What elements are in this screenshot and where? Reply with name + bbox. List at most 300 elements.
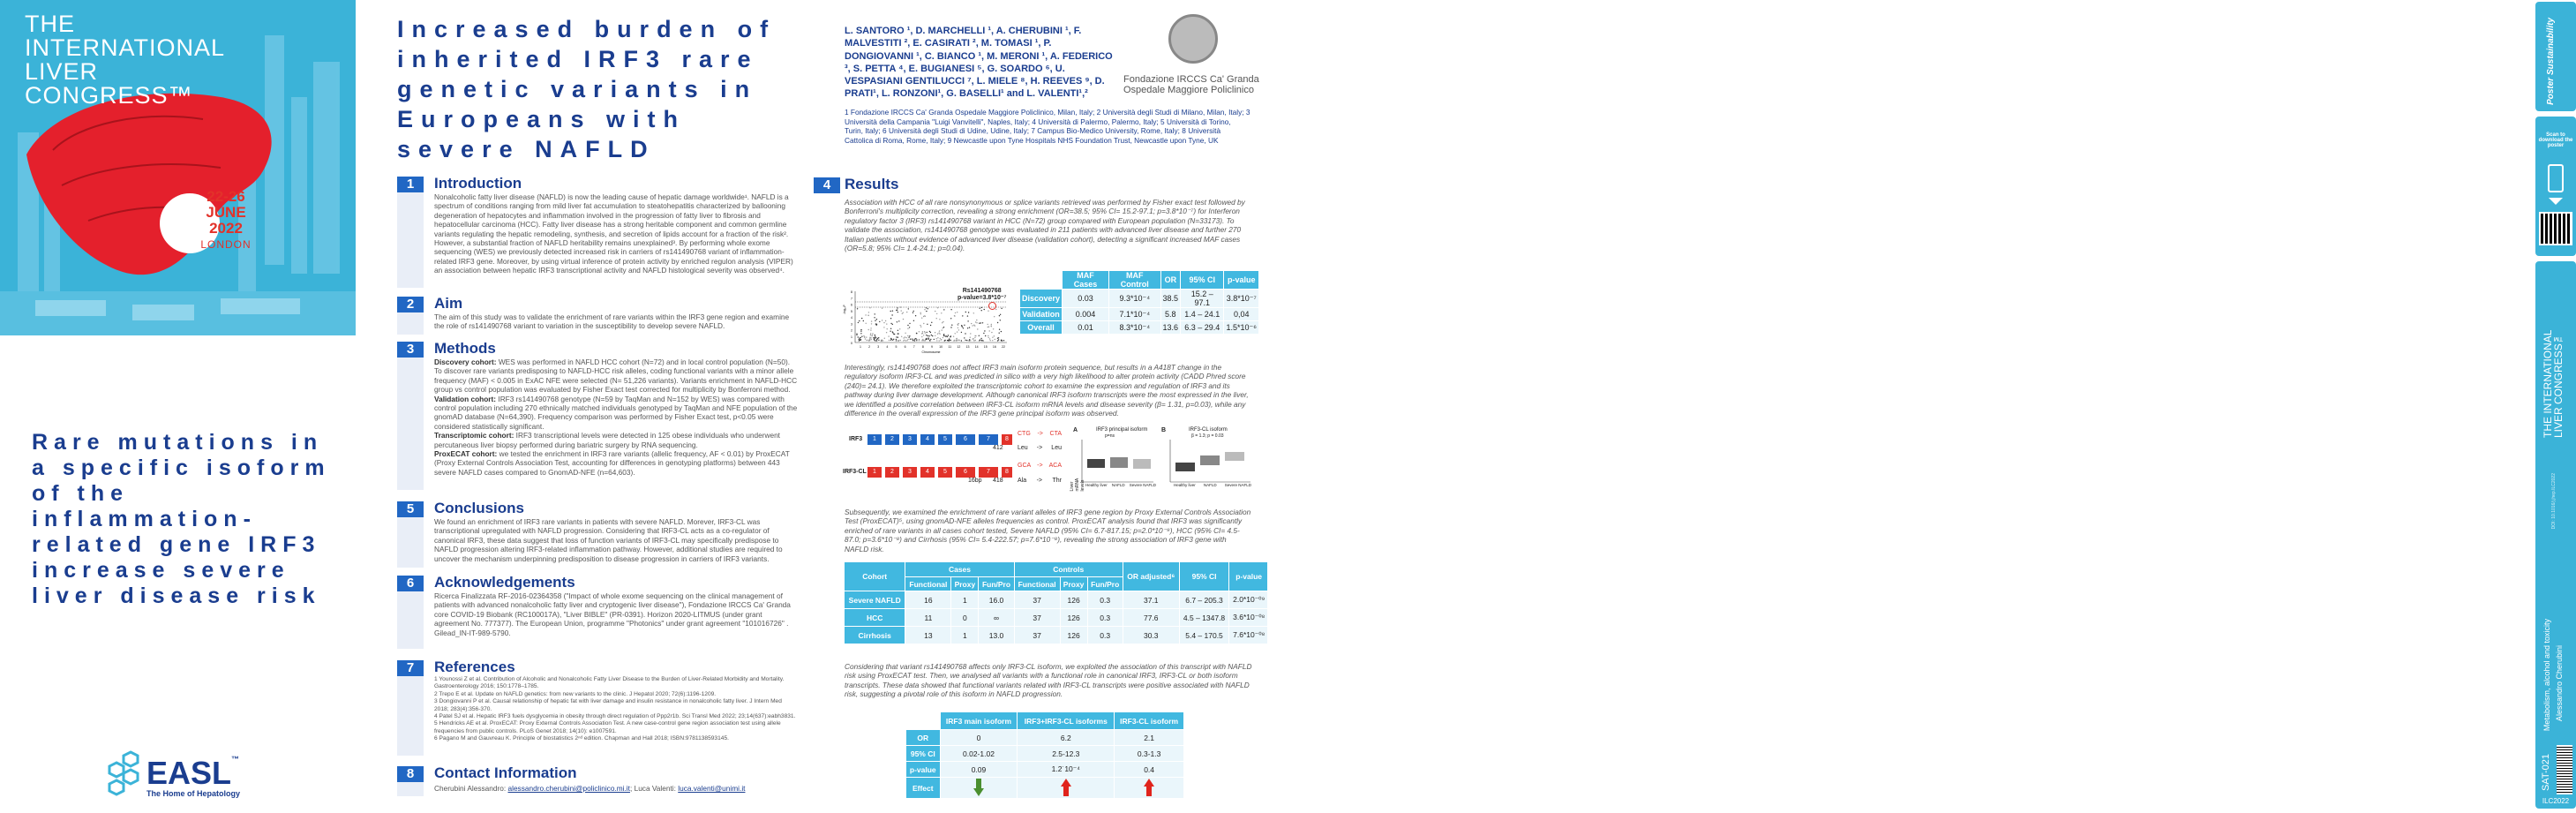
manhattan-point	[906, 340, 907, 341]
table-cell: 6.3 – 29.4	[1181, 321, 1224, 335]
table-header: MAF Control	[1109, 271, 1161, 290]
manhattan-point	[925, 316, 926, 317]
table-header: IRF3-CL isoform	[1115, 712, 1184, 730]
arrow: ->	[1036, 478, 1043, 484]
table-cell: Validation	[1020, 308, 1063, 321]
barcode-icon	[2557, 745, 2572, 794]
manhattan-point	[905, 340, 906, 341]
table-cell: 4.5 – 1347.8	[1179, 609, 1229, 627]
manhattan-point	[950, 335, 951, 336]
position-label: 418	[993, 478, 1003, 484]
section-number: 3	[397, 342, 424, 358]
table-header-row	[845, 562, 1269, 577]
results-para-2: Interestingly, rs141490768 does not affect IRF3 main isoform protein sequence, but results in a A418T change in the regulatory isoform IRF3-CL and was predicted in silico with a very high likelihood to alter protein activity (CADD Phred score (240)= 24.1). We therefore exploited the transcriptomic cohort to examine the expression and regulation of IRF3 and its pathway during liver damage development. Although canonical IRF3 isoform transcripts were the most expressed in the liver, we identified a positive correlation between IRF3-CL isoform mRNA levels and disease severity (β= 1.31, p=0.03), while any difference in the overall expression of the IRF3 gene principal isoform was observed.	[845, 363, 1249, 418]
manhattan-point	[971, 323, 972, 324]
manhattan-point	[859, 320, 860, 321]
manhattan-point	[991, 324, 992, 325]
table-cell: 0.3-1.3	[1115, 746, 1184, 762]
manhattan-point	[964, 337, 965, 338]
table-cell: 16.0	[979, 591, 1014, 609]
section-number: 8	[397, 766, 424, 782]
arrow-up-icon	[1144, 779, 1154, 796]
y-tick-label: 2	[851, 328, 852, 333]
maf-table	[1019, 270, 1259, 335]
manhattan-point	[926, 307, 927, 308]
manhattan-point	[878, 340, 879, 341]
x-tick-label: 10	[939, 345, 943, 349]
box-group-a	[1087, 457, 1151, 469]
manhattan-point	[958, 340, 959, 341]
boxplot-title: IRF3-CL isoform	[1189, 427, 1228, 433]
congress-title-line: CONGRESS™	[25, 82, 193, 109]
table-cell: 1	[951, 627, 979, 644]
manhattan-point	[929, 340, 930, 341]
codon-change-2	[1018, 463, 1062, 469]
manhattan-point	[897, 337, 898, 338]
manhattan-point	[983, 333, 984, 334]
manhattan-point	[938, 333, 939, 334]
reference-item: 4 Patel SJ et al. Hepatic IRF3 fuels dysglycemia in obesity through direct regulation of Ppp2r1b. Sci Transl Med 2022; 23;14(637):eabh3831.	[434, 713, 796, 720]
aa-change-1	[1018, 445, 1062, 451]
manhattan-point	[907, 339, 908, 340]
manhattan-point	[990, 340, 991, 341]
methods-para	[434, 431, 798, 449]
manhattan-point	[993, 328, 994, 329]
manhattan-point	[975, 321, 976, 322]
manhattan-point	[896, 336, 897, 337]
x-tick-label: 9	[931, 345, 933, 349]
table-cell: 0.02-1.02	[940, 746, 1018, 762]
table-header: 95% CI	[1179, 562, 1229, 591]
manhattan-point	[930, 325, 931, 326]
section-number: 6	[397, 576, 424, 591]
box-severe-b	[1225, 452, 1244, 461]
manhattan-point	[936, 313, 937, 314]
manhattan-point	[889, 340, 890, 341]
arrow-down-icon	[973, 779, 984, 796]
table-cell: 3.6*10⁻⁰⁸	[1229, 609, 1269, 627]
table-cell: 3.8*10⁻⁷	[1224, 290, 1259, 308]
table-cell: 5.8	[1160, 308, 1181, 321]
manhattan-point	[923, 323, 924, 324]
table-cell: 0	[951, 609, 979, 627]
manhattan-point	[868, 329, 869, 330]
manhattan-point	[957, 340, 958, 341]
methods-para	[434, 358, 798, 395]
manhattan-point	[908, 308, 909, 309]
group-label: Severe NAFLD	[1129, 483, 1156, 487]
table-row	[845, 591, 1269, 609]
manhattan-point	[885, 320, 886, 321]
manhattan-point	[942, 322, 943, 323]
y-tick-label: 8	[851, 290, 852, 294]
section-heading: Acknowledgements	[434, 574, 575, 591]
manhattan-point	[976, 322, 977, 323]
manhattan-point	[955, 333, 956, 334]
contact-prefix: Cherubini Alessandro:	[434, 784, 508, 793]
manhattan-point	[904, 340, 905, 341]
section-bar	[397, 516, 424, 568]
exon-row-irf3cl	[867, 467, 1012, 478]
section-body	[434, 358, 798, 477]
methods-text: WES was performed in NAFLD HCC cohort (N=72) and in local control population (N=50). To discover rare variants predisposing to NAFLD-HCC risk alleles, coding functional variants with a minor allele frequency (MAF) < 0.005 in ExAC NFE were selected (N= 51,226 variants). Variants enrichment in NAFLD-HCC group vs control population was evaluated by Fisher Exact test corrected for multiplicity by Bonferroni method.	[434, 358, 798, 395]
manhattan-point	[893, 339, 894, 340]
table-header	[1020, 271, 1063, 290]
manhattan-point	[924, 340, 925, 341]
x-tick-label: 3	[877, 345, 880, 349]
manhattan-point	[920, 312, 921, 313]
table-cell: 37	[1014, 591, 1060, 609]
section-number: 1	[397, 177, 424, 192]
x-tick-label: 14	[974, 345, 979, 349]
manhattan-point	[872, 333, 873, 334]
manhattan-point	[903, 337, 904, 338]
manhattan-point	[892, 331, 893, 332]
manhattan-point	[865, 338, 866, 339]
amino-acid: Thr	[1052, 478, 1062, 484]
codon: ACA	[1048, 463, 1062, 469]
section-body: The aim of this study was to validate the enrichment of rare variants within the IRF3 gene region and examine the role of rs141490768 variant to variation in the susceptibility to develop severe NAFLD.	[434, 312, 790, 331]
section-heading: Aim	[434, 295, 463, 312]
manhattan-point	[897, 340, 898, 341]
email-link-cherubini[interactable]: alessandro.cherubini@policlinico.mi.it	[507, 784, 630, 793]
table-cell: 1.5*10⁻⁶	[1224, 321, 1259, 335]
poster-title: Increased burden of inherited IRF3 rare genetic variants in Europeans with severe NAFLD	[397, 16, 777, 162]
manhattan-point	[939, 330, 940, 331]
isoform-table	[905, 711, 1184, 799]
section-heading: Contact Information	[434, 764, 577, 781]
table-cell: 95% CI	[906, 746, 941, 762]
x-tick-label: 1	[860, 345, 861, 349]
manhattan-point	[920, 313, 921, 314]
table-cell: p-value	[906, 762, 941, 778]
foundation-line: Fondazione IRCCS Ca' Granda	[1123, 74, 1259, 85]
manhattan-point	[890, 318, 891, 319]
manhattan-point	[884, 338, 885, 339]
congress-title-line: THE	[25, 11, 75, 37]
table-cell: 0.03	[1063, 290, 1109, 308]
manhattan-point	[980, 338, 981, 339]
boxplot-subtitle: p=ns	[1105, 433, 1115, 439]
table-cell	[1018, 778, 1115, 799]
manhattan-point	[977, 328, 978, 329]
tagline: Rare mutations in a specific isoform of the inflammation-related gene IRF3 increase severe liver disease risk	[32, 430, 331, 608]
manhattan-point	[950, 340, 951, 341]
boxplot-ylabel: Liver mRNA levels	[1070, 478, 1085, 492]
manhattan-point	[939, 319, 940, 320]
manhattan-point	[921, 333, 922, 334]
position-label: 412	[993, 445, 1003, 451]
manhattan-point	[934, 339, 935, 340]
exon-box: 5	[938, 467, 952, 478]
congress-panel	[2535, 261, 2576, 809]
y-tick-label: 3	[851, 322, 852, 327]
easl-wordmark	[146, 755, 239, 792]
table-cell: 2.5-12.3	[1018, 746, 1115, 762]
x-tick-label: 6	[904, 345, 906, 349]
manhattan-point	[870, 327, 871, 328]
table-cell: 16	[905, 591, 951, 609]
gene-diagram	[843, 427, 1063, 489]
date-city: LONDON	[200, 238, 252, 251]
results-heading: Results	[845, 176, 899, 192]
manhattan-point	[979, 335, 980, 336]
manhattan-point	[955, 312, 956, 313]
table-cell: 6.2	[1018, 730, 1115, 746]
doi-label: DOI: 10.1016/j.jhep.ILC2022	[2551, 473, 2557, 530]
table-cell: 7.1*10⁻⁴	[1109, 308, 1161, 321]
manhattan-point	[896, 340, 897, 341]
bp-label: 16bp	[968, 478, 982, 484]
exon-box: 5	[938, 434, 952, 445]
manhattan-point	[919, 331, 920, 332]
manhattan-label: p-value=3.8*10⁻⁷	[958, 295, 1007, 301]
manhattan-point	[989, 330, 990, 331]
congress-banner	[0, 0, 356, 335]
manhattan-point	[994, 316, 995, 317]
manhattan-point	[891, 339, 892, 340]
reference-item: 2 Trepo E et al. Update on NAFLD genetics: from new variants to the clinic. J Hepatol 2020; 72(6):1196-1209.	[434, 690, 717, 697]
table-header: OR	[1160, 271, 1181, 290]
boxplot-svg	[1070, 427, 1255, 491]
x-tick-label: 16	[992, 345, 996, 349]
manhattan-point	[936, 318, 937, 319]
x-tick-label: 11	[948, 345, 952, 349]
manhattan-point	[1001, 340, 1002, 341]
panel-label: B	[1161, 427, 1167, 433]
table-cell: OR	[906, 730, 941, 746]
poster-code: SAT-021	[2541, 754, 2551, 791]
manhattan-point	[898, 320, 899, 321]
section-heading: Methods	[434, 340, 496, 357]
table-cell: 37.1	[1123, 591, 1179, 609]
manhattan-point	[860, 337, 861, 338]
manhattan-point	[902, 313, 903, 314]
manhattan-point	[907, 335, 908, 336]
manhattan-point	[883, 322, 884, 323]
gene-label-irf3cl: IRF3-CL	[843, 469, 867, 475]
manhattan-point	[947, 340, 948, 341]
manhattan-point	[949, 338, 950, 339]
table-cell: 11	[905, 609, 951, 627]
manhattan-point	[866, 336, 867, 337]
manhattan-point	[982, 322, 983, 323]
table-cell: HCC	[845, 609, 905, 627]
box-healthy-a	[1087, 459, 1105, 468]
authors: L. SANTORO ¹, D. MARCHELLI ¹, A. CHERUBINI ¹, F. MALVESTITI ², E. CASIRATI ², M. TOMASI ¹, P. DONGIOVANNI ¹, C. BIANCO ¹, M. MERONI ¹, A. FEDERICO ³, S. PETTA ⁴, E. BUGIANESI ⁵, G. SOARDO ⁶, U. VESPASIANI GENTILUCCI ⁷, L. MIELE ⁸, H. REEVES ⁹, D. PRATI¹, L. RONZONI¹, G. BASELLI¹ and L. VALENTI¹,²	[845, 26, 1113, 100]
manhattan-point	[994, 335, 995, 336]
manhattan-point	[939, 334, 940, 335]
table-cell: 126	[1060, 627, 1087, 644]
download-panel[interactable]	[2535, 117, 2576, 256]
table-cell: Discovery	[1020, 290, 1063, 308]
manhattan-point	[956, 340, 957, 341]
congress-title-line: LIVER	[25, 58, 99, 85]
manhattan-point	[937, 334, 938, 335]
x-tick-label: 13	[965, 345, 970, 349]
table-cell: 0	[940, 730, 1018, 746]
manhattan-point	[974, 335, 975, 336]
table-cell	[1115, 778, 1184, 799]
exon-box: 6	[956, 467, 975, 478]
manhattan-point	[939, 340, 940, 341]
manhattan-point	[999, 315, 1000, 316]
x-tick-label: 22	[1002, 345, 1005, 349]
exon-box: 2	[885, 434, 899, 445]
manhattan-point	[997, 322, 998, 323]
section-bar	[397, 312, 424, 335]
results-para-3: Subsequently, we examined the enrichment of rare variant alleles of IRF3 gene region by Proxy External Controls Association Test (ProxECAT)⁵, using gnomAD-NFE alleles frequencies as control. ProxECAT analysis found that IRF3 was significantly enriched of rare variants in all cases cohort tested, Severe NAFLD (95% CI= 6.7-817.15; p=2.0*10⁻⁹), HCC (95% CI= 4.5-87.0; p=3.6*10⁻⁸) and Cirrhosis (95% CI= 5.4-222.57; p=7.6*10⁻⁸), revealing the strong association of IRF3 gene with NAFLD risk.	[845, 508, 1251, 553]
exon-box: 6	[956, 434, 975, 445]
boxplot-title: IRF3 principal isoform	[1096, 427, 1148, 433]
manhattan-point	[922, 331, 923, 332]
manhattan-point	[858, 336, 859, 337]
exon-box: 7	[979, 434, 998, 445]
y-tick-label: 6	[851, 303, 852, 307]
section-bar	[397, 782, 424, 796]
manhattan-point	[982, 340, 983, 341]
manhattan-point	[916, 333, 917, 334]
arrow-up-icon	[1061, 779, 1071, 796]
manhattan-point	[913, 320, 914, 321]
section-body: Nonalcoholic fatty liver disease (NAFLD) is now the leading cause of hepatic damage worldwide¹. NAFLD is a spectrum of conditions ranging from mild liver fat accumulation to steatohepatitis characterized by ballooning degeneration of hepatocytes and inflammation involved in the progression of fatty liver to fibrosis and hepatocellular carcinoma (HCC). Fatty liver disease has a strong heritable component and common germline variants regulating the hepatic remodeling, synthesis, and secretion of lipids account for a fraction of the risk². However, a substantial fraction of NAFLD heritability remains unexplained³. By performing whole exome sequencing (WES) we previously detected increased risk in carriers of rs141490768 variant of inflammation-related IRF3 gene. Moreover, by using virtual inference of protein activity by enriched regulon analysis (VIPER) an association between hepatic IRF3 transcriptional activity and NAFLD histological severity was observed⁴.	[434, 192, 793, 275]
section-number: 2	[397, 297, 424, 312]
manhattan-point	[871, 320, 872, 321]
table-cell	[940, 778, 1018, 799]
foundation-line: Ospedale Maggiore Policlinico	[1123, 85, 1254, 95]
manhattan-point	[897, 330, 898, 331]
manhattan-point	[932, 335, 933, 336]
proxecat-table	[844, 561, 1269, 644]
date-days: 22-26	[207, 188, 245, 205]
manhattan-point	[874, 317, 875, 318]
manhattan-point	[892, 340, 893, 341]
manhattan-point	[947, 336, 948, 337]
manhattan-point	[931, 322, 932, 323]
manhattan-point	[991, 326, 992, 327]
boxplot-xlabels-a	[1085, 483, 1156, 487]
right-strip	[1267, 0, 2573, 813]
easl-word: EASL	[146, 755, 232, 791]
box-nafld-b	[1200, 455, 1220, 465]
y-tick-label: 4	[851, 316, 852, 320]
manhattan-point	[927, 332, 928, 333]
manhattan-point	[967, 327, 968, 328]
manhattan-point	[964, 325, 965, 326]
table-cell: 2.1	[1115, 730, 1184, 746]
table-cell: Cirrhosis	[845, 627, 905, 644]
congress-title	[25, 12, 225, 108]
manhattan-point	[905, 337, 906, 338]
manhattan-point	[974, 325, 975, 326]
manhattan-point	[910, 339, 911, 340]
easl-subtitle: The Home of Hepatology	[146, 789, 241, 798]
methods-text: IRF3 transcriptional levels were detected in 125 obese individuals who underwent percutaneous liver biopsy performed during bariatric surgery by RNA sequencing.	[434, 431, 780, 449]
x-tick-label: 5	[895, 345, 897, 349]
exon-box: 1	[867, 467, 882, 478]
manhattan-point	[970, 337, 971, 338]
manhattan-point	[886, 323, 887, 324]
qr-code-icon[interactable]	[2539, 212, 2572, 245]
manhattan-point	[988, 337, 989, 338]
manhattan-point	[913, 311, 914, 312]
section-heading: Conclusions	[434, 500, 525, 516]
section-body: We found an enrichment of IRF3 rare variants in patients with severe NAFLD. Morever, IRF3-CL was transcriptional upregulated with NAFLD progression. Considering that IRF3-CL acts as a co-regulator of canonical IRF3, these data suggest that loss of function variants of IRF3-CL may specifically predispose to NAFLD progression altering IRF3-related inflammation pathway. However, additional studies are required to uncover the mechanism underpinning predisposition to disease progression in carriers of IRF3 variants.	[434, 517, 783, 563]
table-cell: 15.2 – 97.1	[1181, 290, 1224, 308]
methods-text: we tested the enrichment in IRF3 rare variants (allelic frequency, AF < 0.01) by ProxECAT (Proxy External Controls Association Test, accounting for differences in genotyping platforms) between 443 severe NAFLD cases compared to GnomAD-NFE (n=64,603).	[434, 449, 790, 477]
left-panel	[0, 0, 356, 813]
table-row	[906, 762, 1184, 778]
manhattan-point	[984, 309, 985, 310]
manhattan-point	[859, 340, 860, 341]
exon-row-irf3	[867, 434, 1012, 445]
methods-label: ProxECAT cohort:	[434, 449, 498, 459]
manhattan-point	[944, 340, 945, 341]
exon-box: 4	[920, 467, 935, 478]
methods-label: Transcriptomic cohort:	[434, 431, 514, 440]
methods-para	[434, 395, 798, 432]
congress-date	[196, 189, 256, 256]
manhattan-point	[967, 320, 968, 321]
brand-label: Poster Sustainability	[2546, 18, 2556, 105]
manhattan-point	[929, 331, 930, 332]
highlight-circle-icon	[988, 302, 996, 310]
table-cell: 2.0*10⁻⁰⁹	[1229, 591, 1269, 609]
manhattan-point	[874, 339, 875, 340]
table-header: p-value	[1229, 562, 1269, 591]
section-bar	[397, 192, 424, 288]
manhattan-point	[914, 339, 915, 340]
manhattan-point	[961, 340, 962, 341]
manhattan-point	[901, 310, 902, 311]
manhattan-point	[979, 340, 980, 341]
table-cell: 0.3	[1087, 627, 1123, 644]
x-tick-label: 4	[886, 345, 889, 349]
codon: CTG	[1018, 431, 1031, 437]
table-row	[906, 778, 1184, 799]
table-header: p-value	[1224, 271, 1259, 290]
table-cell: 0.09	[940, 762, 1018, 778]
manhattan-point	[997, 338, 998, 339]
table-cell: 7.6*10⁻⁰⁸	[1229, 627, 1269, 644]
table-header: Cohort	[845, 562, 905, 591]
manhattan-point	[961, 332, 962, 333]
manhattan-point	[963, 327, 964, 328]
table-subheader: Fun/Pro	[979, 577, 1014, 591]
manhattan-point	[992, 337, 993, 338]
manhattan-point	[870, 333, 871, 334]
manhattan-point	[940, 338, 941, 339]
manhattan-point	[991, 332, 992, 333]
email-link-valenti[interactable]: luca.valenti@unimi.it	[678, 784, 746, 793]
y-tick-label: 5	[851, 309, 852, 313]
manhattan-point	[921, 318, 922, 319]
manhattan-point	[981, 340, 982, 341]
manhattan-point	[924, 331, 925, 332]
group-label: Healthy liver	[1174, 483, 1196, 487]
manhattan-point	[887, 328, 888, 329]
exon-box: 2	[885, 467, 899, 478]
manhattan-point	[975, 340, 976, 341]
codon-change-1	[1018, 431, 1062, 437]
manhattan-point	[856, 334, 857, 335]
exon-box: 7	[979, 467, 998, 478]
table-cell: 13.6	[1160, 321, 1181, 335]
x-tick-label: 15	[983, 345, 988, 349]
manhattan-point	[908, 337, 909, 338]
manhattan-point	[957, 338, 958, 339]
manhattan-point	[907, 328, 908, 329]
